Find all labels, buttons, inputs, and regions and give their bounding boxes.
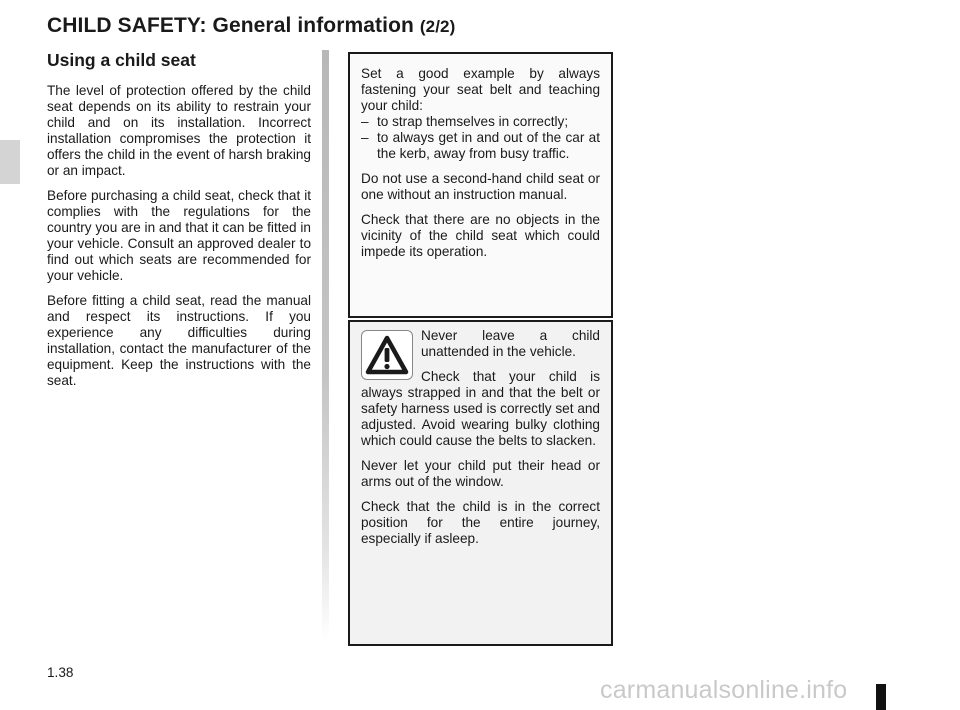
info-paragraph: Check that there are no objects in the vicinity of the child seat which could impede its operation. [361, 212, 600, 259]
info-list [361, 114, 600, 162]
list-dash: – [361, 130, 369, 145]
warning-triangle-icon [361, 330, 413, 380]
column-divider [322, 50, 329, 640]
list-item-text: to always get in and out of the car at the kerb, away from busy traffic. [377, 130, 600, 161]
page-title-suffix: (2/2) [419, 17, 456, 36]
page-number: 1.38 [47, 665, 74, 680]
left-column [47, 50, 311, 398]
warning-paragraph: Check that the child is in the correct position for the entire journey, especially if asleep. [361, 499, 600, 546]
list-dash: – [361, 114, 369, 129]
page-title-text: CHILD SAFETY: General information [47, 14, 414, 37]
list-item-text: to strap themselves in correctly; [377, 114, 569, 129]
warning-paragraph: Never leave a child unattended in the vehicle. [421, 328, 600, 359]
chapter-tab [0, 140, 20, 184]
warning-paragraph: Check that your child is always strapped in and that the belt or safety harness used is correctly set and adjusted. Avoid wearing bulky clothing which could cause the belts to slacken. [361, 369, 600, 448]
corner-mark [876, 684, 886, 710]
body-paragraph: Before fitting a child seat, read the manual and respect its instructions. If you experience any difficulties during installation, contact the manufacturer of the equipment. Keep the instructions with the seat. [47, 293, 311, 388]
info-intro: Set a good example by always fastening your seat belt and teaching your child: [361, 66, 600, 113]
info-box [348, 52, 613, 318]
page-title [47, 14, 455, 38]
list-item [361, 114, 600, 130]
warning-paragraph: Never let your child put their head or arms out of the window. [361, 458, 600, 489]
warning-box [348, 320, 613, 646]
list-item [361, 130, 600, 162]
info-paragraph: Do not use a second-hand child seat or one without an instruction manual. [361, 171, 600, 202]
section-heading: Using a child seat [47, 50, 196, 70]
body-paragraph: Before purchasing a child seat, check that it complies with the regulations for the country you are in and that it can be fitted in your vehicle. Consult an approved dealer to find out which seats are recommended for your vehicle. [47, 188, 311, 283]
body-paragraph: The level of protection offered by the child seat depends on its ability to restrain your child and on its installation. Incorrect installation compromises the protection it offers the child in the event of harsh braking or an impact. [47, 83, 311, 178]
watermark: carmanualsonline.info [600, 676, 848, 704]
